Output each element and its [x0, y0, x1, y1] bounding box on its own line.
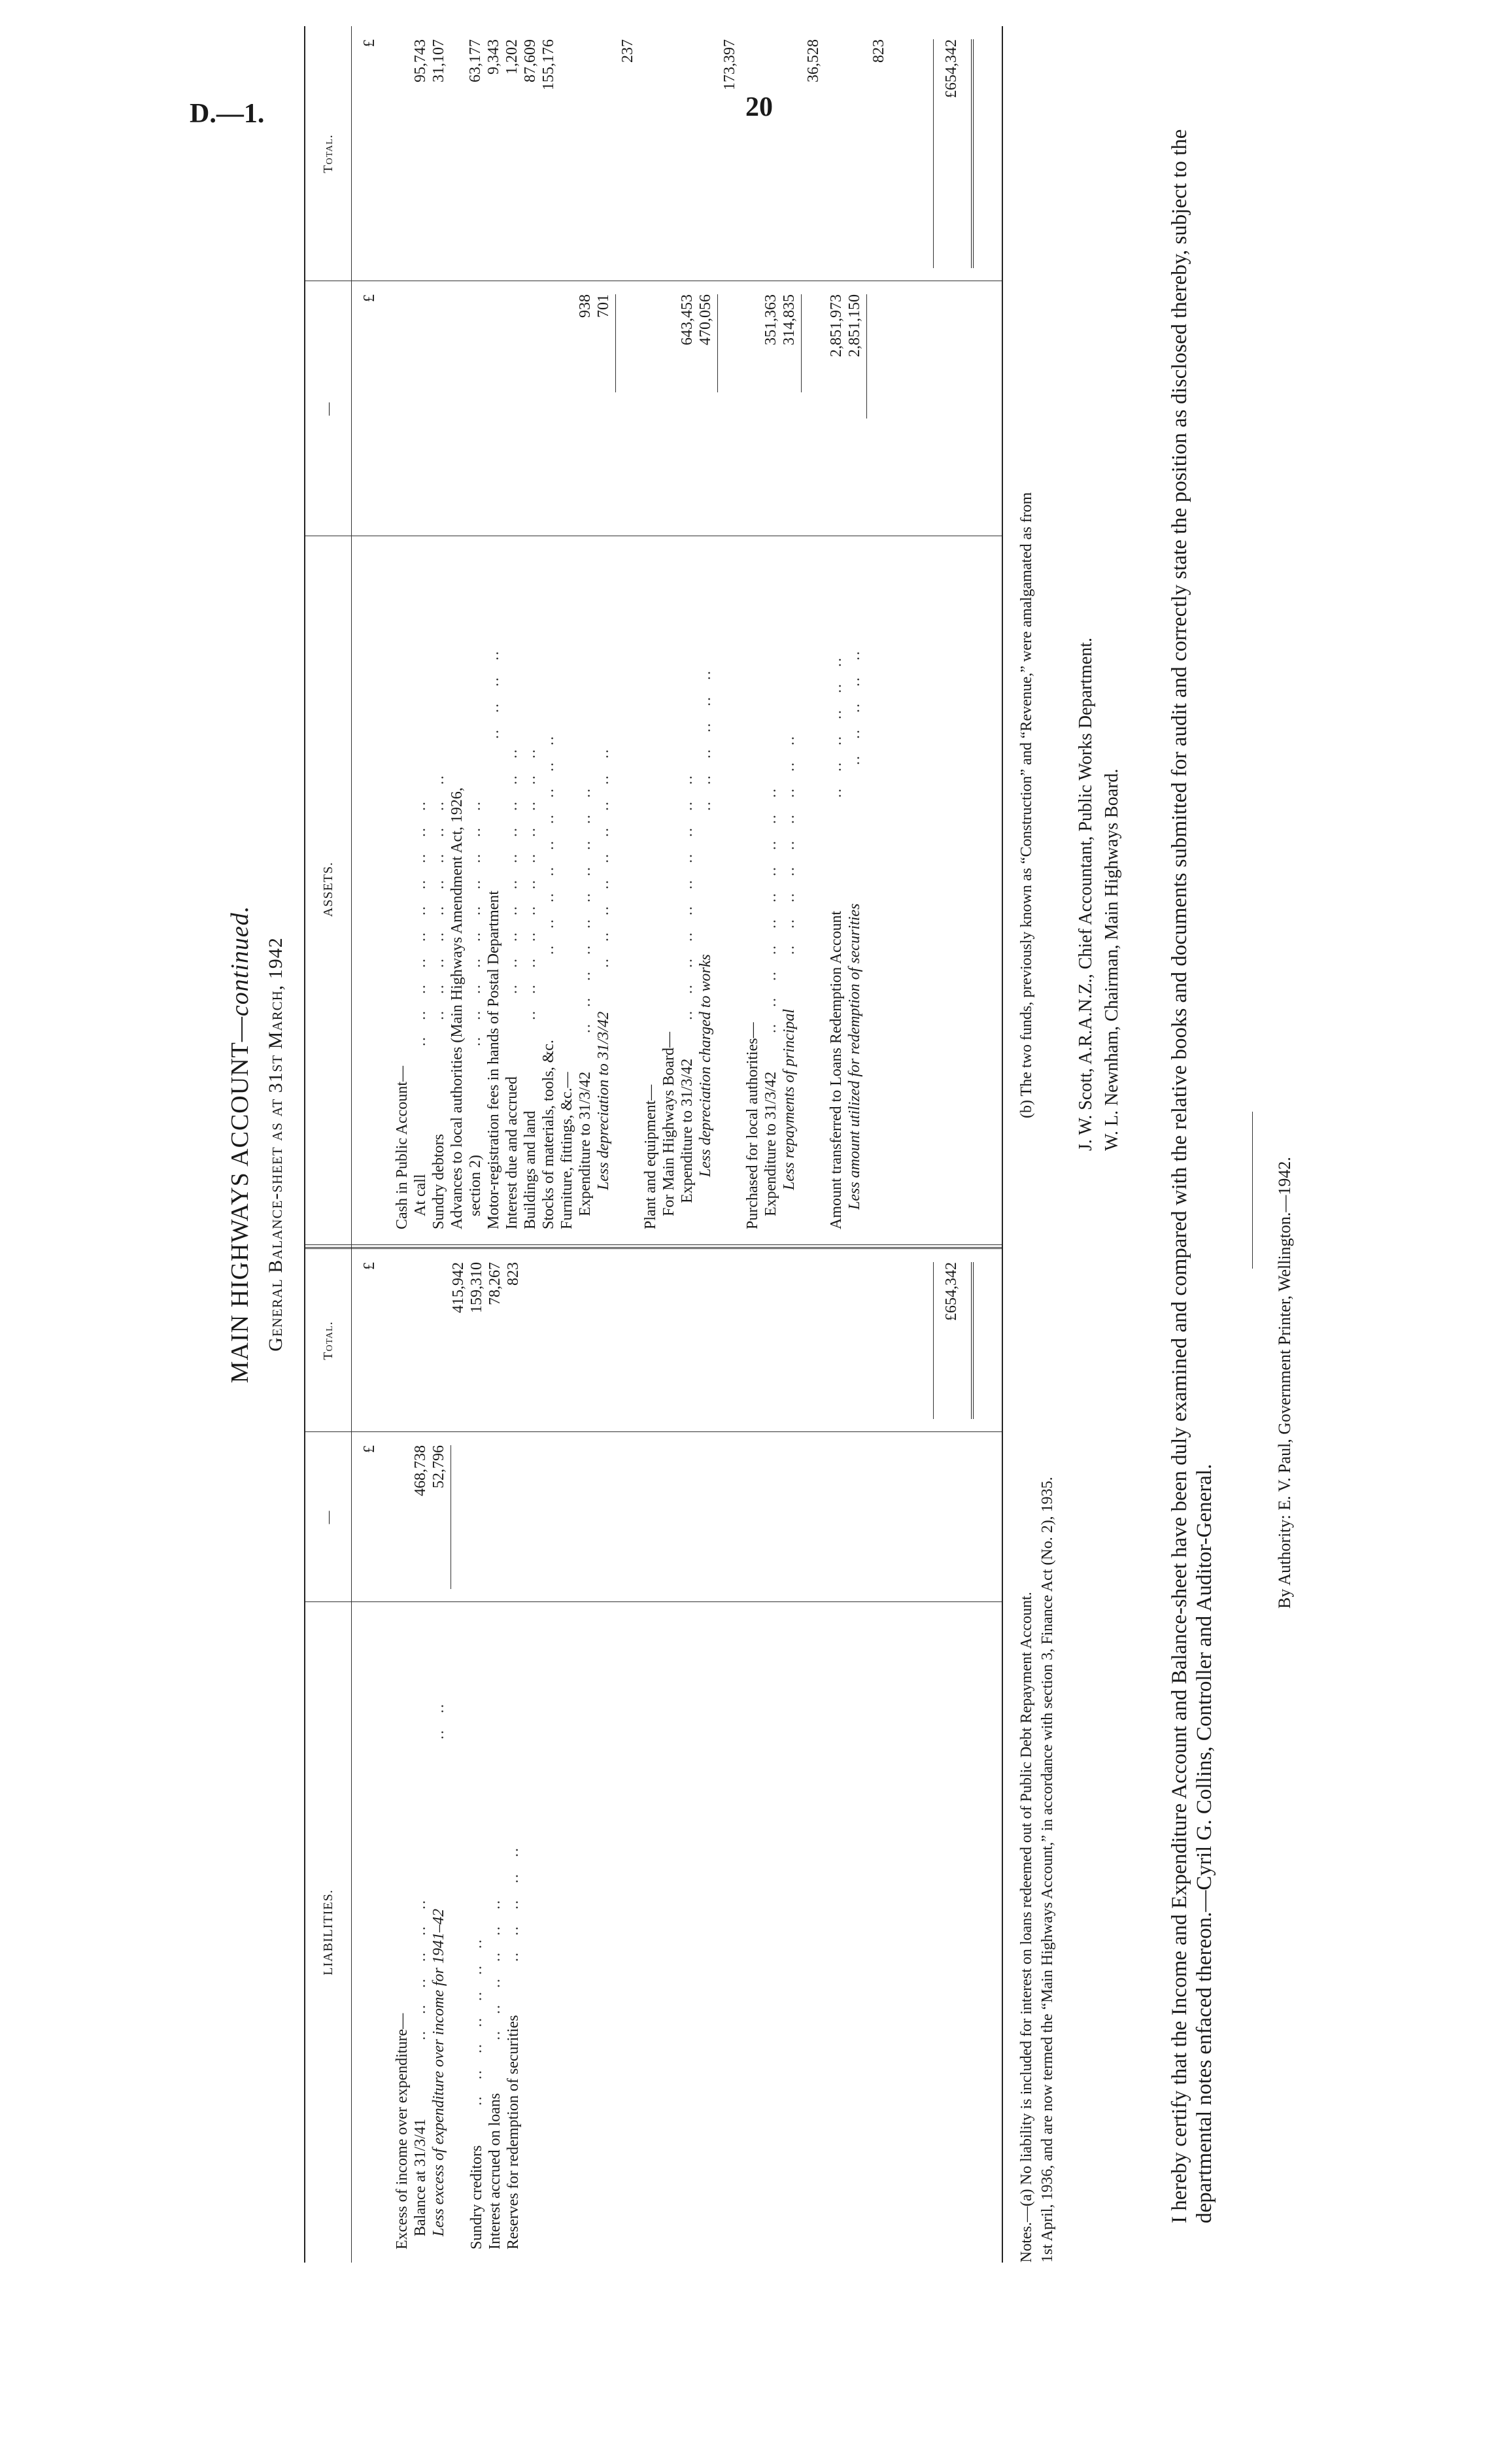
leader-dots: .. .. .. .. .. .. .. .. ..	[595, 748, 612, 968]
leader-dots: .. .. .. .. .. .. .. .. ..	[781, 735, 798, 955]
asset-amount: 2,851,150	[846, 294, 863, 357]
document-title: MAIN HIGHWAYS ACCOUNT—continued.	[226, 905, 254, 1384]
subtotal-rule	[615, 294, 616, 392]
liabilities-sub-header: —	[321, 1510, 335, 1524]
asset-line: Stocks of materials, tools, &c.	[540, 1040, 557, 1229]
balance-sheet-table	[304, 26, 1003, 2263]
leader-dots: .. .. .. .. .. .. .. .. .. ..	[412, 800, 429, 1046]
double-total-rule	[971, 39, 974, 268]
liability-amount: 52,796	[430, 1445, 447, 1488]
asset-total: 823	[870, 39, 887, 63]
leader-dots: .. .. .. .. .. .. .. .. .. ..	[577, 787, 594, 1033]
asset-line: Less depreciation charged to works	[697, 954, 714, 1177]
leader-dots: .. .. .. .. .. .. .. .. .. ..	[679, 774, 696, 1020]
asset-total: 155,176	[540, 39, 557, 90]
column-rule	[305, 1601, 1002, 1602]
asset-line: Less depreciation to 31/3/42	[595, 1011, 612, 1190]
asset-total: 87,609	[522, 39, 539, 82]
liability-total: 78,267	[486, 1262, 503, 1305]
asset-line: Purchased for local authorities—	[744, 1022, 761, 1229]
authority-rule	[1252, 1112, 1253, 1269]
document-reference: D.—1.	[190, 99, 265, 129]
leader-dots: .. .. .. .. .. ..	[412, 1899, 429, 2040]
subtotal-rule	[801, 294, 802, 392]
printer-authority: By Authority: E. V. Paul, Government Printer, Wellington.—1942.	[1275, 1157, 1294, 1609]
liability-line: Reserves for redemption of securities	[505, 2015, 522, 2250]
asset-line: Furniture, fittings, &c.—	[558, 1072, 575, 1229]
asset-total: 36,528	[805, 39, 822, 82]
center-double-rule	[305, 1247, 1002, 1249]
asset-line: Motor-registration fees in hands of Postal Department	[485, 890, 502, 1229]
leader-dots: .. .. .. .. .. .. .. .. .. ..	[430, 774, 447, 1020]
assets-total-header: Total.	[321, 134, 335, 173]
leader-dots: .. .. .. ..	[485, 650, 502, 739]
leader-dots: .. .. .. .. .. .. .. .. ..	[540, 735, 557, 955]
double-total-rule	[971, 1262, 974, 1419]
asset-total: 63,177	[467, 39, 484, 82]
liability-total: 415,942	[450, 1262, 467, 1313]
asset-total: 1,202	[503, 39, 520, 75]
total-rule	[933, 39, 934, 268]
asset-amount: 701	[595, 294, 612, 318]
asset-line: Expenditure to 31/3/42	[762, 1071, 779, 1216]
leader-dots: .. .. .. .. ..	[846, 650, 863, 765]
audit-certificate: I hereby certify that the Income and Expenditure Account and Balance-sheet have been duly examined and compared with the relative books and documents submitted for audit and correctly state the position as disclosed thereby, subject to the departmental notes enfaced thereon.—Cyril G. Collins, Controller and Auditor-General.	[1168, 129, 1216, 2223]
asset-amount: 314,835	[781, 294, 798, 345]
pound-sign: £	[361, 39, 378, 47]
rotated-page-content	[213, 0, 1389, 2289]
liability-line: Interest accrued on loans	[486, 2093, 503, 2250]
leader-dots: .. .. .. .. .. ..	[828, 657, 845, 798]
liabilities-header: LIABILITIES.	[321, 1889, 335, 1976]
assets-header: ASSETS.	[321, 861, 335, 917]
asset-line: Cash in Public Account—	[394, 1066, 411, 1229]
asset-line: Buildings and land	[522, 1110, 539, 1229]
liability-total: 823	[505, 1262, 522, 1286]
assets-sub-header: —	[321, 402, 335, 416]
asset-amount: 2,851,973	[828, 294, 845, 357]
asset-line: Advances to local authorities (Main Highways Amendment Act, 1926,	[449, 787, 466, 1229]
leader-dots: .. .. .. .. .. .. .. .. .. .. ..	[522, 748, 539, 1020]
asset-line: Interest due and accrued	[503, 1076, 520, 1229]
asset-line: Expenditure to 31/3/42	[577, 1071, 594, 1216]
liability-line: Excess of income over expenditure—	[394, 2013, 411, 2250]
asset-amount: 470,056	[697, 294, 714, 345]
liability-line: Less excess of expenditure over income for 1941–42	[430, 1909, 447, 2236]
document-subtitle: General Balance-sheet as at 31st March, 1942	[265, 937, 286, 1352]
leader-dots: .. ..	[430, 1703, 447, 1739]
asset-line: Less repayments of principal	[781, 1008, 798, 1190]
leader-dots: .. .. .. .. .. .. ..	[468, 1938, 485, 2106]
liabilities-total-header: Total.	[321, 1321, 335, 1360]
asset-line: section 2)	[467, 1155, 484, 1216]
note-a-line-2: 1st April, 1936, and are now termed the “Main Highways Account,” in accordance with section 3, Finance Act (No. 2), 1935.	[1039, 1477, 1056, 2263]
asset-amount: 351,363	[762, 294, 779, 345]
note-b-line-1: (b) The two funds, previously known as “Construction” and “Revenue,” were amalgamated as from	[1018, 492, 1035, 1118]
signature-chairman: W. L. Newnham, Chairman, Main Highways Board.	[1102, 768, 1122, 1151]
signature-accountant: J. W. Scott, A.R.A.N.Z., Chief Accountant, Public Works Department.	[1076, 637, 1096, 1151]
column-rule	[305, 1431, 1002, 1432]
liabilities-grand-total: £654,342	[943, 1262, 960, 1321]
subtotal-rule	[717, 294, 718, 392]
note-a-line-1: Notes.—(a) No liability is included for interest on loans redeemed out of Public Debt Repayment Account.	[1018, 1592, 1035, 2263]
liability-amount: 468,738	[412, 1445, 429, 1496]
center-double-rule	[305, 1244, 1002, 1245]
asset-line: Sundry debtors	[430, 1134, 447, 1229]
asset-line: Less amount utilized for redemption of securities	[846, 903, 863, 1210]
liability-total: 159,310	[468, 1262, 485, 1313]
total-rule	[933, 1262, 934, 1419]
liability-line: Balance at 31/3/41	[412, 2119, 429, 2236]
asset-line: Expenditure to 31/3/42	[679, 1058, 696, 1203]
asset-total: 95,743	[412, 39, 429, 82]
asset-total: 31,107	[430, 39, 447, 82]
leader-dots: .. .. .. .. .. .. .. .. .. ..	[503, 748, 520, 994]
asset-amount: 938	[577, 294, 594, 318]
asset-line: For Main Highways Board—	[660, 1032, 677, 1216]
leader-dots: .. .. .. .. .. .. .. .. .. ..	[467, 800, 484, 1046]
leader-dots: .. .. .. .. .. ..	[697, 670, 714, 811]
leader-dots: .. .. .. .. ..	[505, 1847, 522, 1962]
asset-total: 9,343	[485, 39, 502, 75]
asset-line: Amount transferred to Loans Redemption Account	[828, 910, 845, 1229]
pound-sign: £	[361, 294, 378, 302]
header-rule	[351, 26, 352, 2263]
page-number: 20	[745, 92, 773, 122]
subtotal-rule	[866, 294, 867, 419]
asset-line: Plant and equipment—	[642, 1084, 659, 1229]
pound-sign: £	[361, 1262, 378, 1270]
assets-grand-total: £654,342	[943, 39, 960, 98]
liability-line: Sundry creditors	[468, 2145, 485, 2250]
pound-sign: £	[361, 1445, 378, 1453]
leader-dots: .. .. .. .. .. .. .. .. .. ..	[762, 787, 779, 1033]
asset-amount: 643,453	[679, 294, 696, 345]
leader-dots: .. .. .. .. .. ..	[486, 1899, 503, 2040]
asset-line: At call	[412, 1174, 429, 1216]
asset-total: 173,397	[721, 39, 738, 90]
asset-total: 237	[619, 39, 636, 63]
